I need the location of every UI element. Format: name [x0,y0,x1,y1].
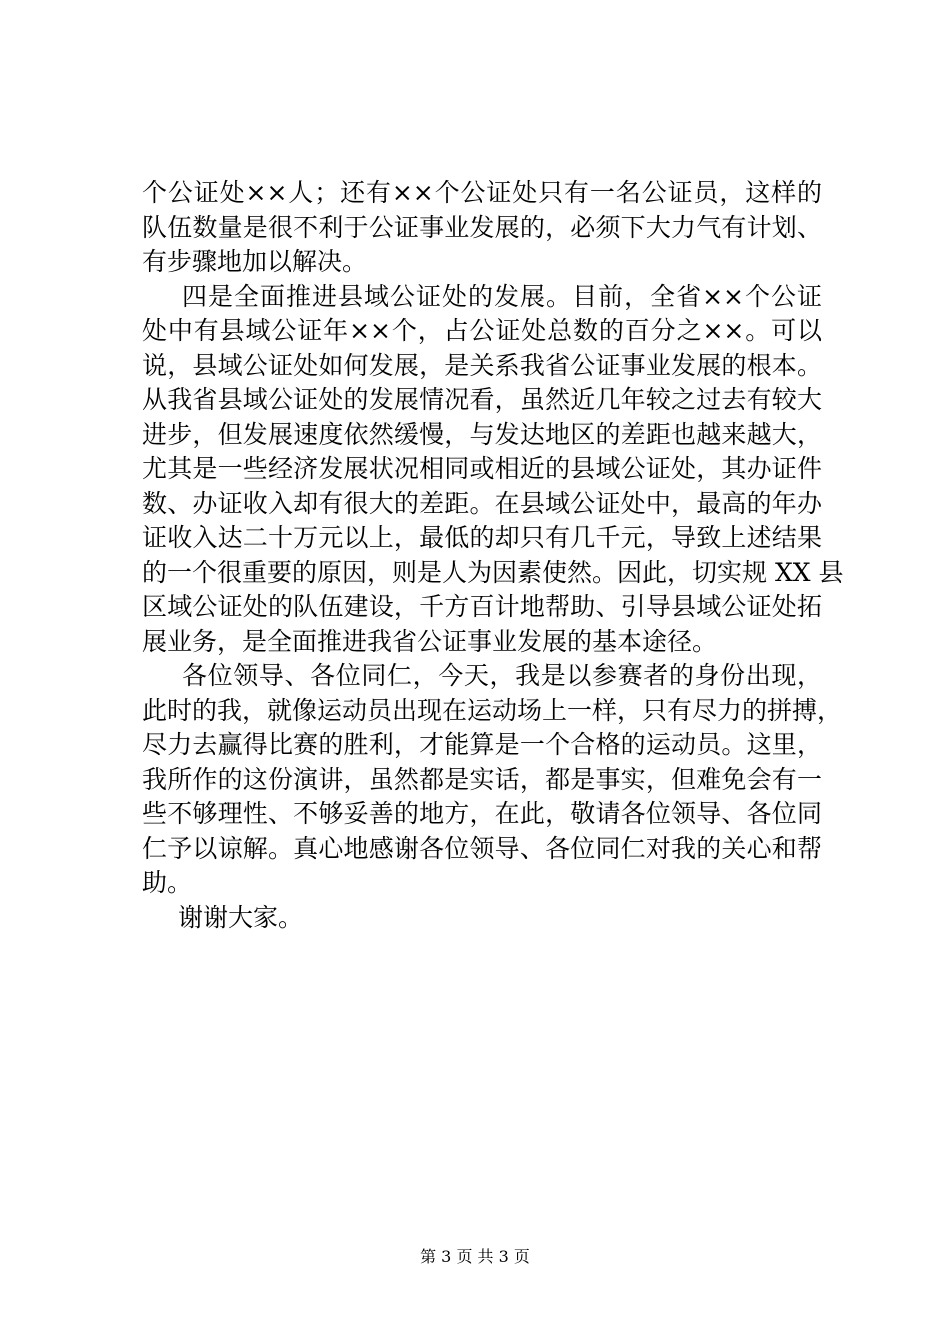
text-line: 谢谢大家。 [178,902,304,932]
text-line: 仁予以谅解。真心地感谢各位领导、各位同仁对我的关心和帮 [142,833,822,863]
text-line: 我所作的这份演讲，虽然都是实话，都是事实，但难免会有一 [142,764,822,794]
page-number-label: 第 3 页 共 3 页 [420,1247,530,1266]
text-line: 说，县域公证处如何发展，是关系我省公证事业发展的根本。 [142,350,822,380]
text-line: 各位领导、各位同仁，今天，我是以参赛者的身份出现， [182,661,822,690]
text-line: 从我省县域公证处的发展情况看，虽然近几年较之过去有较大 [142,385,822,414]
text-line: 队伍数量是很不利于公证事业发展的，必须下大力气有计划、 [142,212,822,242]
text-line: 的一个很重要的原因，则是人为因素使然。因此，切实规 XX 县 [142,557,844,587]
text-line: 区域公证处的队伍建设，千方百计地帮助、引导县域公证处拓 [142,592,822,621]
text-line: 证收入达二十万元以上，最低的却只有几千元，导致上述结果 [142,523,822,552]
text-line: 进步，但发展速度依然缓慢，与发达地区的差距也越来越大， [142,419,822,449]
paragraph [142,280,844,660]
paragraph [142,659,843,901]
paragraph [142,901,822,936]
text-line: 尽力去赢得比赛的胜利，才能算是一个合格的运动员。这里， [142,730,822,759]
text-line: 处中有县域公证年××个，占公证处总数的百分之××。可以 [142,316,822,345]
text-line: 展业务，是全面推进我省公证事业发展的基本途径。 [142,626,718,656]
text-line: 数、办证收入却有很大的差距。在县域公证处中，最高的年办 [142,488,822,518]
text-line: 尤其是一些经济发展状况相同或相近的县域公证处，其办证件 [142,454,822,483]
text-line: 有步骤地加以解决。 [142,247,368,276]
paragraph [142,176,822,280]
page-footer [0,1244,950,1267]
text-line: 四是全面推进县域公证处的发展。目前，全省××个公证 [182,281,822,311]
text-line: 此时的我，就像运动员出现在运动场上一样，只有尽力的拼搏， [142,695,843,725]
text-line: 个公证处××人；还有××个公证处只有一名公证员，这样的 [142,178,822,207]
document-body [142,176,844,935]
text-line: 些不够理性、不够妥善的地方，在此，敬请各位领导、各位同 [142,799,822,828]
text-line: 助。 [142,868,193,897]
